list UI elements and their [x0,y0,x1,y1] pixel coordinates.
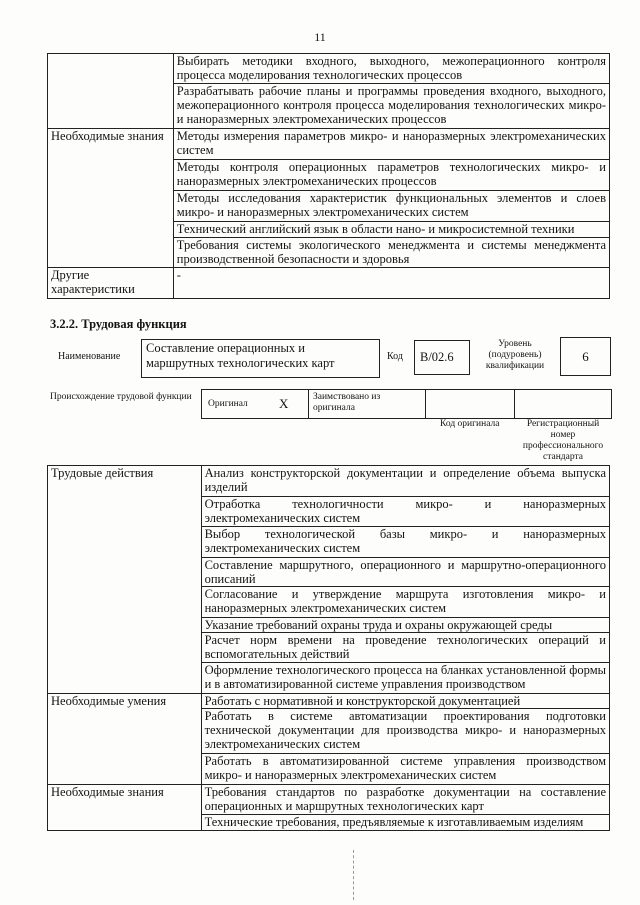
table-cell: Расчет норм времени на проведение технологических операций и вспомогательных действий [201,633,609,663]
table-cell: Составление маршрутного, операционного и маршрутно-операционного описаний [201,558,609,587]
code-original-label: Код оригинала [440,419,500,429]
table-label-cell: Трудовые действия [48,466,202,694]
labor-function-table [47,465,610,831]
table-cell: Требования системы экологического менеджмента и системы менеджмента производственной безопасности и здоровья [173,238,609,268]
code-value: B/02.6 [420,350,454,364]
origin-label: Происхождение трудовой функции [50,392,192,402]
table-cell: Выбирать методики входного, выходного, межоперационного контроля процесса моделирования технологических процессов [173,54,609,84]
scan-artifact-line [353,850,354,900]
table-cell: Разрабатывать рабочие планы и программы проведения входного, выходного, межоперационного контроля процесса моделирования технологических микро- и наноразмерных электромеханических процессов [173,84,609,129]
origin-divider [308,389,309,418]
table-cell: Работать в системе автоматизации проектирования подготовки технической документации для производства микро- и наноразмерных электромеханических систем [201,709,609,754]
table-label-cell: Необходимые знания [48,129,174,268]
reg-number-label: Регистрационный номер профессионального стандарта [522,419,604,462]
code-box [414,340,470,375]
level-value: 6 [582,349,589,364]
table-cell: Технические требования, предъявляемые к изготавливаемым изделиям [201,815,609,831]
name-value: Составление операционных и маршрутных технологических карт [146,341,335,370]
table-cell: Работать в автоматизированной системе управления производством микро- и наноразмерных электромеханических систем [201,754,609,785]
level-box [560,337,611,376]
name-box [141,339,380,378]
table-cell: Требования стандартов по разработке документации на составление операционных и маршрутных технологических карт [201,785,609,815]
name-label: Наименование [58,351,121,362]
table-cell: Согласование и утверждение маршрута изготовления микро- и наноразмерных электромеханических систем [201,587,609,618]
table-cell: Выбор технологической базы микро- и наноразмерных электромеханических систем [201,527,609,558]
table-label-cell [48,54,174,129]
table-label-cell: Необходимые умения [48,694,202,785]
section-title: 3.2.2. Трудовая функция [50,317,187,331]
table-cell: Указание требований охраны труда и охраны окружающей среды [201,618,609,633]
table-cell: Отработка технологичности микро- и наноразмерных электромеханических систем [201,497,609,527]
page-number: 11 [314,30,326,44]
origin-divider [514,389,515,418]
table-cell: Оформление технологического процесса на бланках установленной формы и в автоматизированной системе управления производством [201,663,609,694]
level-label: Уровень (подуровень) квалификации [485,339,545,371]
table-label-cell: Необходимые знания [48,785,202,831]
skills-table-continued [47,53,610,299]
table-cell: Методы измерения параметров микро- и наноразмерных электромеханических систем [173,129,609,160]
original-mark: X [279,396,289,411]
table-cell: Работать с нормативной и конструкторской документацией [201,694,609,709]
origin-divider [425,389,426,418]
table-cell: Методы контроля операционных параметров технологических микро- и наноразмерных электромеханических процессов [173,160,609,191]
table-cell: Технический английский язык в области нано- и микросистемной техники [173,222,609,238]
table-cell: Анализ конструкторской документации и определение объема выпуска изделий [201,466,609,497]
code-label: Код [387,351,403,362]
table-cell: - [173,268,609,299]
original-label: Оригинал [208,399,248,409]
borrowed-label: Заимствовано из оригинала [313,392,381,413]
table-cell: Методы исследования характеристик функциональных элементов и слоев микро- и наноразмерных электромеханических систем [173,191,609,222]
table-label-cell: Другие характеристики [48,268,174,299]
